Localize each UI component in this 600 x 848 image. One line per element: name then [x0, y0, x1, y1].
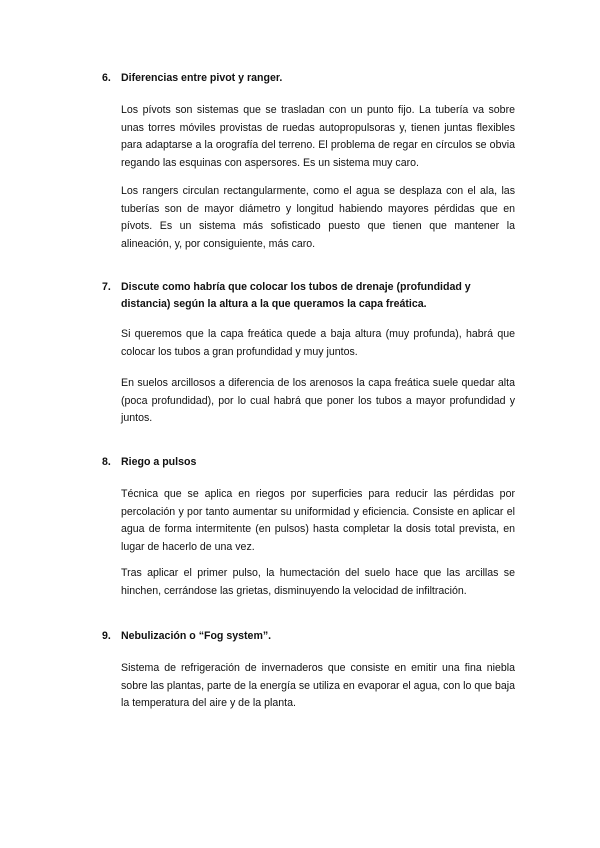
paragraph: Los rangers circulan rectangularmente, como el agua se desplaza con el ala, las tuberías son de mayor diámetro y longitud habiendo mayores pérdidas que en pívots. Es un sistema más sofisticado puesto que tienen que mantener la alineación, y, por consiguiente, más caro. [121, 185, 515, 250]
section-title: Discute como habría que colocar los tubos de drenaje (profundidad y distancia) según la altura a la que queramos la capa freática. [121, 281, 471, 310]
paragraph: Los pívots son sistemas que se trasladan con un punto fijo. La tubería va sobre unas torres móviles provistas de ruedas autopropulsoras y, tienen juntas flexibles para adaptarse a la orografía del terreno. El problema de regar en círculos se obvia regando las esquinas con aspersores. Es un sistema muy caro. [121, 104, 515, 169]
section-number: 8. [102, 456, 111, 468]
paragraph: Si queremos que la capa freática quede a baja altura (muy profunda), habrá que colocar los tubos a gran profundidad y muy juntos. [121, 328, 515, 358]
section-number: 9. [102, 630, 111, 642]
paragraph: Técnica que se aplica en riegos por superficies para reducir las pérdidas por percolación y por tanto aumentar su uniformidad y eficiencia. Consiste en aplicar el agua de forma intermitente (en pulsos) hasta completar la dosis total prevista, en lugar de hacerlo de una vez. [121, 488, 515, 553]
section-title: Nebulización o “Fog system”. [121, 630, 272, 642]
section-title: Diferencias entre pivot y ranger. [121, 72, 283, 84]
paragraph: En suelos arcillosos a diferencia de los arenosos la capa freática suele quedar alta (poca profundidad), por lo cual habrá que poner los tubos a mayor profundidad y juntos. [121, 377, 515, 424]
section-7-heading [102, 279, 515, 312]
section-6-heading [102, 70, 515, 87]
section-title: Riego a pulsos [121, 456, 197, 468]
section-9-heading [102, 628, 515, 645]
section-number: 7. [102, 281, 111, 293]
paragraph: Sistema de refrigeración de invernaderos que consiste en emitir una fina niebla sobre las plantas, parte de la energía se utiliza en evaporar el agua, con lo que baja la temperatura del aire y de la planta. [121, 662, 515, 709]
paragraph: Tras aplicar el primer pulso, la humectación del suelo hace que las arcillas se hinchen, cerrándose las grietas, disminuyendo la velocidad de infiltración. [121, 567, 515, 597]
section-number: 6. [102, 72, 111, 84]
section-8-heading [102, 454, 515, 471]
